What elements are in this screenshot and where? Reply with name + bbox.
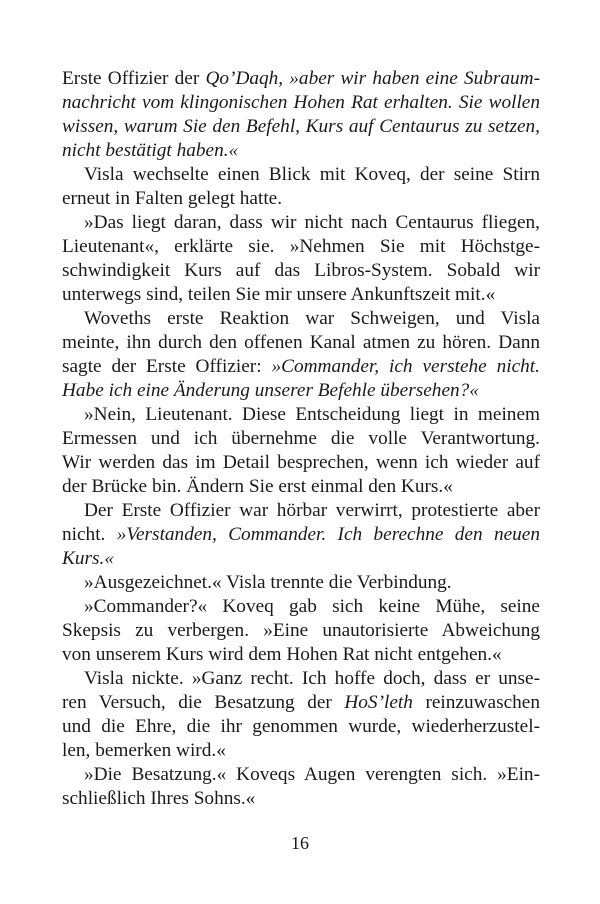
text-line — [62, 403, 540, 427]
text-line — [62, 523, 540, 547]
page-body-text — [62, 67, 540, 811]
text-segment: erneut in Falten gelegt hatte. — [62, 188, 283, 209]
text-segment: sagte der Erste Offizier: — [62, 356, 272, 377]
text-line — [62, 499, 540, 523]
text-segment: Woveths erste Reaktion war Schweigen, und Visla — [84, 308, 540, 329]
text-line — [62, 379, 540, 403]
text-line — [62, 763, 540, 787]
text-line — [62, 595, 540, 619]
text-line — [62, 451, 540, 475]
text-segment: Wir werden das im Detail besprechen, wenn ich wieder auf — [62, 452, 540, 473]
italic-text-segment: nachricht vom klingonischen Hohen Rat erhalten. Sie wollen — [62, 92, 540, 113]
text-line — [62, 787, 540, 811]
text-segment: Der Erste Offizier war hörbar verwirrt, protestierte aber — [84, 500, 540, 521]
text-line — [62, 571, 540, 595]
italic-text-segment: »Commander, ich verstehe nicht. — [271, 356, 540, 377]
text-segment: von unserem Kurs wird dem Hohen Rat nicht entgehen.« — [62, 644, 502, 665]
text-segment: »Die Besatzung.« Koveqs Augen verengten sich. »Ein- — [84, 764, 540, 785]
text-segment: »Nein, Lieutenant. Diese Entscheidung liegt in meinem — [84, 404, 540, 425]
text-segment: Visla wechselte einen Blick mit Koveq, der seine Stirn — [84, 164, 540, 185]
text-line — [62, 715, 540, 739]
text-segment: Skepsis zu verbergen. »Eine unautorisierte Abweichung — [62, 620, 540, 641]
text-segment: schwindigkeit Kurs auf das Libros-System. Sobald wir — [62, 260, 540, 281]
text-line — [62, 307, 540, 331]
text-line — [62, 643, 540, 667]
text-segment: reinzuwaschen — [412, 692, 540, 713]
text-line — [62, 475, 540, 499]
italic-text-segment: nicht bestätigt haben.« — [62, 140, 239, 161]
text-line — [62, 91, 540, 115]
text-line — [62, 187, 540, 211]
text-line — [62, 427, 540, 451]
italic-text-segment: wissen, warum Sie den Befehl, Kurs auf Centaurus zu setzen, — [62, 116, 540, 137]
italic-text-segment: HoS’leth — [344, 692, 413, 713]
text-segment: »Commander?« Koveq gab sich keine Mühe, seine — [84, 596, 540, 617]
text-line — [62, 235, 540, 259]
text-line — [62, 67, 540, 91]
text-line — [62, 619, 540, 643]
text-line — [62, 331, 540, 355]
text-line — [62, 691, 540, 715]
text-line — [62, 163, 540, 187]
text-line — [62, 211, 540, 235]
text-line — [62, 283, 540, 307]
text-segment: len, bemerken wird.« — [62, 740, 226, 761]
text-segment: nicht. — [62, 524, 117, 545]
text-segment: »Das liegt daran, dass wir nicht nach Centaurus fliegen, — [84, 212, 540, 233]
text-segment: und die Ehre, die ihr genommen wurde, wiederherzustel- — [62, 716, 540, 737]
italic-text-segment: Qo’Daqh, »aber wir haben eine Subraum- — [205, 68, 540, 89]
text-line — [62, 259, 540, 283]
page-number: 16 — [291, 833, 309, 853]
text-segment: schließlich Ihres Sohns.« — [62, 788, 256, 809]
text-line — [62, 667, 540, 691]
text-line — [62, 739, 540, 763]
italic-text-segment: »Verstanden, Commander. Ich berechne den neuen — [116, 524, 540, 545]
text-line — [62, 115, 540, 139]
text-line — [62, 547, 540, 571]
text-segment: der Brücke bin. Ändern Sie erst einmal den Kurs.« — [62, 476, 453, 497]
italic-text-segment: Kurs.« — [62, 548, 114, 569]
text-segment: Lieutenant«, erklärte sie. »Nehmen Sie mit Höchstge- — [62, 236, 540, 257]
text-segment: unterwegs sind, teilen Sie mir unsere Ankunftszeit mit.« — [62, 284, 496, 305]
text-segment: Erste Offizier der — [62, 68, 206, 89]
text-segment: »Ausgezeichnet.« Visla trennte die Verbindung. — [84, 572, 452, 593]
text-segment: Visla nickte. »Ganz recht. Ich hoffe doch, dass er unse- — [84, 668, 540, 689]
text-line — [62, 355, 540, 379]
text-line — [62, 139, 540, 163]
text-segment: ren Versuch, die Besatzung der — [62, 692, 345, 713]
text-segment: meinte, ihn durch den offenen Kanal atmen zu hören. Dann — [62, 332, 540, 353]
italic-text-segment: Habe ich eine Änderung unserer Befehle übersehen?« — [62, 380, 479, 401]
text-segment: Ermessen und ich übernehme die volle Verantwortung. — [62, 428, 540, 449]
